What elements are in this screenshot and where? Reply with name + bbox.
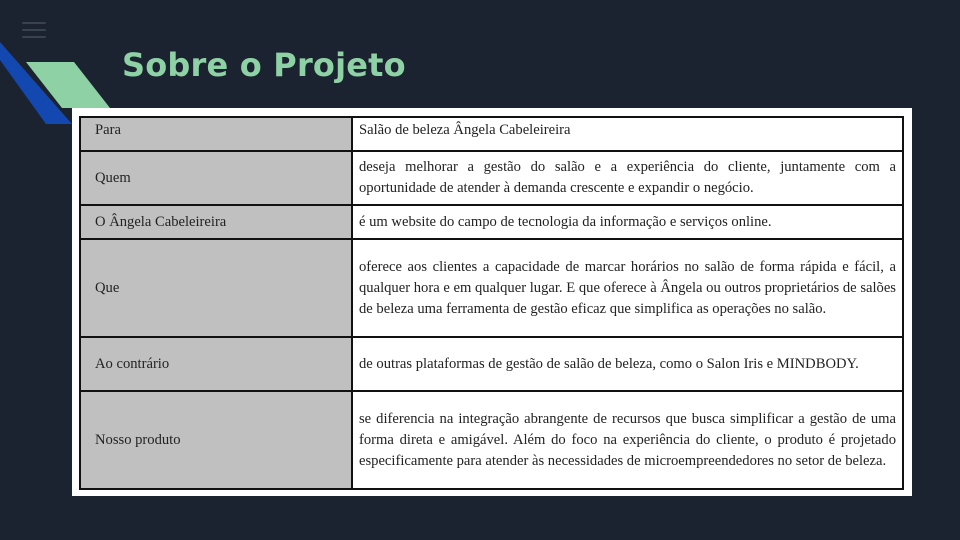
- row-value-angela: é um website do campo de tecnologia da informação e serviços online.: [352, 205, 903, 239]
- table-row: [80, 151, 903, 205]
- table-row: [80, 239, 903, 337]
- row-value-para: Salão de beleza Ângela Cabeleireira: [352, 117, 903, 151]
- row-value-nosso-produto: se diferencia na integração abrangente de recursos que busca simplificar a gestão de uma forma direta e amigável. Além do foco na experiência do cliente, o produto é projetado especificamente para atender às necessidades de microempreendedores no setor de beleza.: [352, 391, 903, 489]
- project-canvas-table-image: [72, 108, 912, 496]
- row-value-quem: deseja melhorar a gestão do salão e a experiência do cliente, juntamente com a oportunidade de atender à demanda crescente e expandir o negócio.: [352, 151, 903, 205]
- table-row: [80, 391, 903, 489]
- table-row: [80, 337, 903, 391]
- row-label-quem: Quem: [80, 151, 352, 205]
- table-row: [80, 205, 903, 239]
- table-row: [80, 117, 903, 151]
- row-label-nosso-produto: Nosso produto: [80, 391, 352, 489]
- row-label-que: Que: [80, 239, 352, 337]
- row-label-ao-contrario: Ao contrário: [80, 337, 352, 391]
- row-label-angela: O Ângela Cabeleireira: [80, 205, 352, 239]
- row-value-que: oferece aos clientes a capacidade de marcar horários no salão de forma rápida e fácil, a qualquer hora e em qualquer lugar. E que oferece à Ângela ou outros proprietários de salões de beleza uma ferramenta de gestão eficaz que simplifica as operações no salão.: [352, 239, 903, 337]
- project-table: [79, 116, 904, 490]
- row-label-para: Para: [80, 117, 352, 151]
- page-title: Sobre o Projeto: [122, 46, 406, 84]
- row-value-ao-contrario: de outras plataformas de gestão de salão de beleza, como o Salon Iris e MINDBODY.: [352, 337, 903, 391]
